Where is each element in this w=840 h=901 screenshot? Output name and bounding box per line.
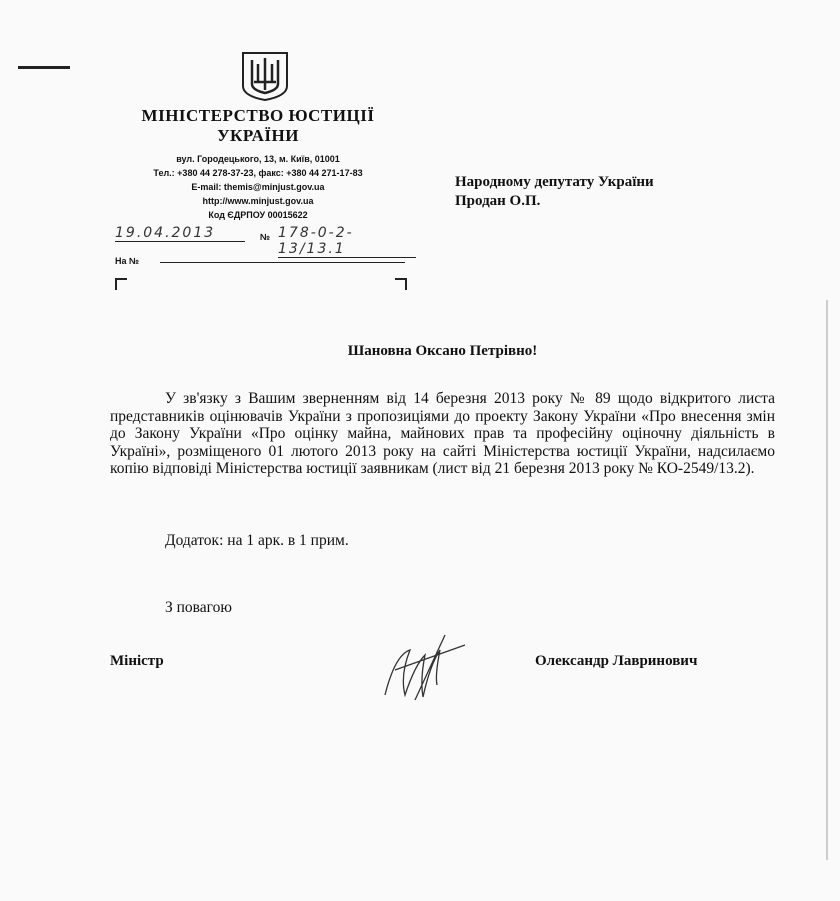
reply-label: На № xyxy=(115,256,140,266)
ministry-title-2: УКРАЇНИ xyxy=(217,126,299,145)
reply-number-line xyxy=(160,262,405,263)
corner-mark xyxy=(115,278,127,290)
scan-edge xyxy=(826,300,828,860)
phone: Тел.: +380 44 278-37-23, факс: +380 44 271-17-83 xyxy=(153,168,363,178)
addressee-line-2: Продан О.П. xyxy=(455,193,541,209)
ministry-title: МІНІСТЕРСТВО ЮСТИЦІЇ xyxy=(141,106,375,125)
greeting: Шановна Оксано Петрівно! xyxy=(347,343,538,359)
signer-name: Олександр Лавринович xyxy=(535,653,698,669)
scan-mark xyxy=(18,66,70,69)
signer-title: Міністр xyxy=(110,653,164,669)
letter-date: 19.04.2013 xyxy=(115,225,245,242)
letter-number: 178-0-2-13/13.1 xyxy=(278,225,416,258)
number-label: № xyxy=(260,232,271,242)
closing: З повагою xyxy=(165,599,232,616)
attachment: Додаток: на 1 арк. в 1 прим. xyxy=(165,532,349,549)
email: E-mail: themis@minjust.gov.ua xyxy=(191,182,325,192)
signature xyxy=(375,625,475,705)
website: http://www.minjust.gov.ua xyxy=(202,196,314,206)
body-paragraph: У зв'язку з Вашим зверненням від 14 березня 2013 року № 89 щодо відкритого листа представників оцінювачів України з пропозиціями до проекту Закону України «Про внесення змін до Закону України «Про оцінку майна, майнових прав та професійну оціночну діяльність в Україні», розміщеного 01 лютого 2013 року на сайті Міністерства юстиції України, надсилаємо копію відповіді Міністерства юстиції заявникам (лист від 21 березня 2013 року № КО-2549/13.2). xyxy=(110,390,775,478)
addressee-line-1: Народному депутату України xyxy=(455,174,654,190)
corner-mark xyxy=(395,278,407,290)
address: вул. Городецького, 13, м. Київ, 01001 xyxy=(176,154,340,164)
edrpou-code: Код ЄДРПОУ 00015622 xyxy=(208,210,308,220)
coat-of-arms-icon xyxy=(240,50,290,102)
